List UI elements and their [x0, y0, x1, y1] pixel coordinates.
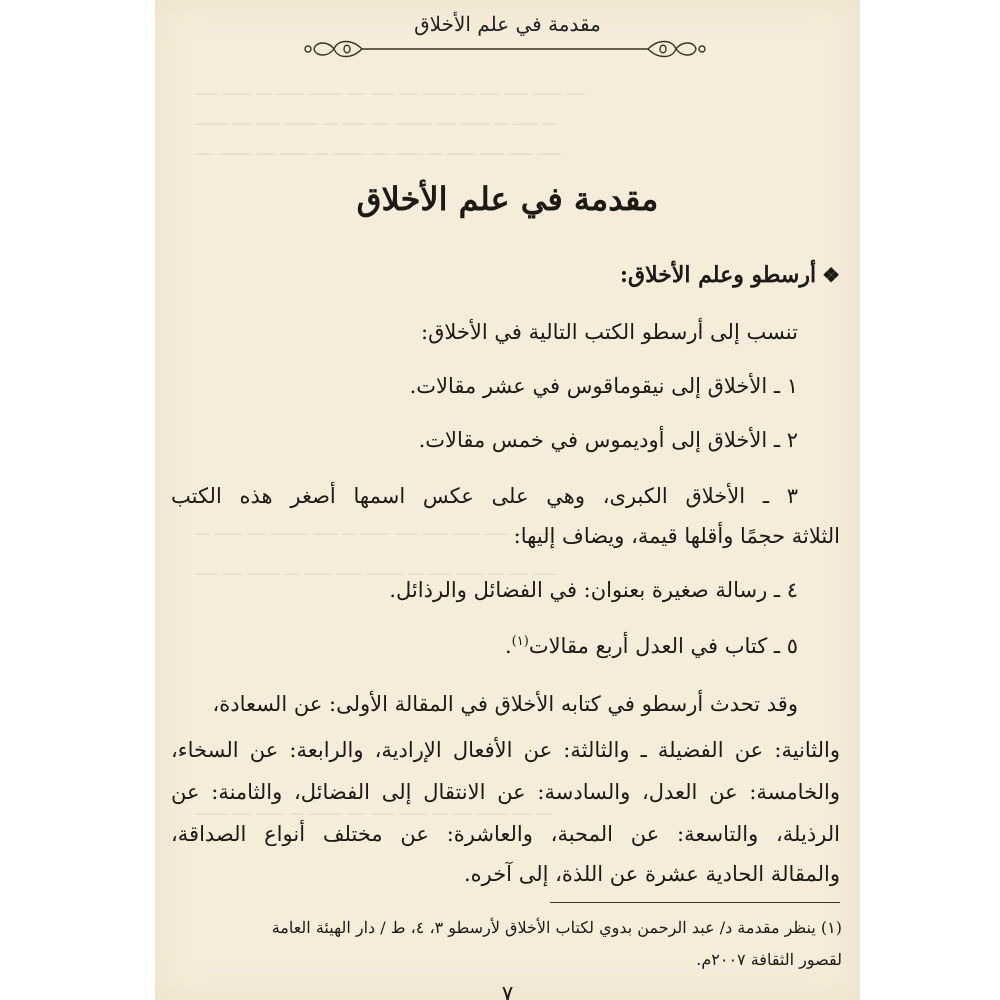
page-content [155, 0, 860, 1000]
list-item: ٢ ـ الأخلاق إلى أوديموس في خمس مقالات. [418, 428, 798, 452]
list-item: ١ ـ الأخلاق إلى نيقوماقوس في عشر مقالات. [409, 374, 798, 398]
chapter-title: مقدمة في علم الأخلاق [356, 180, 659, 218]
bleed-through-text: ـــــــ ــــ ـــــ ـــــــ ـــ ـــــ ــــ ــــــــ ــــ ــــــ ـــ ـــــ ـــ [195, 110, 557, 129]
list-item: ٤ ـ رسالة صغيرة بعنوان: في الفضائل والرذائل. [389, 578, 798, 602]
list-item: ٣ ـ الأخلاق الكبرى، وهي على عكس اسمها أصغر هذه الكتب [171, 484, 798, 508]
paragraph-line: الرذيلة، والتاسعة: عن المحبة، والعاشرة: عن مختلف أنواع الصداقة، [171, 822, 840, 846]
intro-line: تنسب إلى أرسطو الكتب التالية في الأخلاق: [421, 320, 798, 344]
bleed-through-text: ـــــــ ــــ ــــــ ـــ ـــــــ ــــ ـــــ ــــــ ـــ ــــ ـــــــ ــــ ـــ [195, 800, 552, 819]
list-item-end: . [504, 634, 512, 658]
section-heading [620, 262, 840, 288]
running-header: مقدمة في علم الأخلاق [414, 12, 601, 36]
bleed-through-text: ـــــ ــــــ ـــ ــــــ ـــــــ ــــ ـــــ ــــ ـــــــ ـــ ــــ ـــــ ــــــ ــــ [195, 80, 585, 99]
bleed-through-text: ـــــ ــــ ـــــــ ـــ ــــــ ـــــ ــــــــ ـــ ـــــ ــــــ ـــ ــــ ـــــ [195, 560, 557, 579]
book-page [155, 0, 860, 1000]
paragraph-line: والخامسة: عن العدل، والسادسة: عن الانتقال إلى الفضائل، والثامنة: عن [171, 780, 840, 804]
paragraph-line: والمقالة الحادية عشرة عن اللذة، إلى آخره. [463, 862, 840, 886]
footnote-line: لقصور الثقافة ٢٠٠٧م. [696, 950, 842, 969]
footnote-marker[interactable]: (١) [511, 634, 529, 649]
bleed-through-text: ــــ ـــــــ ــــ ــــــ ـــ ـــــــ ــــ ــــــ ـــ ــــــ ـــــ ـــــ ـــــ [195, 140, 561, 159]
paragraph-line: والثانية: عن الفضيلة ـ والثالثة: عن الأفعال الإرادية، والرابعة: عن السخاء، [171, 738, 840, 762]
section-heading-text: أرسطو وعلم الأخلاق: [619, 262, 817, 288]
list-item [171, 634, 798, 658]
page-number: ٧ [501, 982, 514, 1000]
paragraph-line: وقد تحدث أرسطو في كتابه الأخلاق في المقالة الأولى: عن السعادة، [212, 692, 798, 716]
footnote-divider [550, 902, 840, 903]
list-item-continuation: الثلاثة حجمًا وأقلها قيمة، ويضاف إليها: [513, 524, 840, 548]
bleed-through-text: ـــ ــــــ ــــ ــــــــ ـــــ ـــ ــــــ ـــــ ـــــ ــــــ ـــــ ـــ ــــ [195, 520, 552, 539]
list-item-text: ٥ ـ كتاب في العدل أربع مقالات [528, 634, 798, 658]
diamond-bullet-icon: ❖ [822, 263, 840, 287]
footnote-line: (١) ينظر مقدمة د/ عبد الرحمن بدوي لكتاب الأخلاق لأرسطو ٣، ٤، ط / دار الهيئة العامة [271, 918, 842, 937]
